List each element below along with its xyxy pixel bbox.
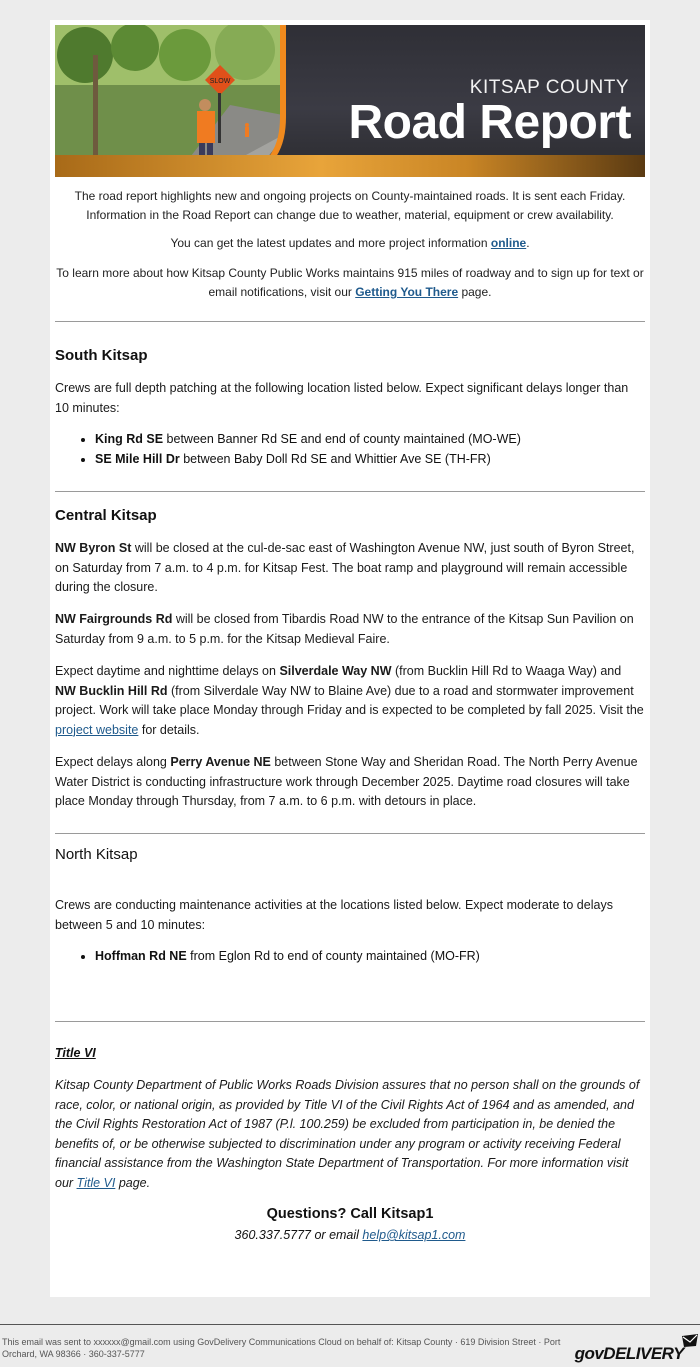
banner-title: Road Report xyxy=(348,96,631,149)
list-item xyxy=(95,450,685,470)
central-paragraph-3 xyxy=(55,662,645,740)
road-name: Perry Avenue NE xyxy=(170,755,271,769)
central-paragraph-2 xyxy=(55,610,645,649)
list-item xyxy=(95,947,685,967)
slow-sign-text: SLOW xyxy=(209,78,231,85)
road-name: NW Fairgrounds Rd xyxy=(55,612,173,626)
road-detail: between Banner Rd SE and end of county maintained (MO-WE) xyxy=(163,432,521,446)
banner-county: KITSAP COUNTY xyxy=(469,77,629,98)
text: Expect daytime and nighttime delays on xyxy=(55,664,280,678)
text: (from Silverdale Way NW to Blaine Ave) due to a road and stormwater improvement project. Work will take place Monday through Friday and is expected to be completed by fall 2025. Visit the xyxy=(55,683,644,718)
text: Expect delays along xyxy=(55,755,171,769)
south-kitsap-heading: South Kitsap xyxy=(55,347,148,364)
north-list xyxy=(55,947,685,967)
road-detail: will be closed from Tibardis Road NW to the entrance of the Kitsap Sun Pavilion on Saturday from 9 a.m. to 5 p.m. for the Kitsap Medieval Faire. xyxy=(55,612,634,646)
road-detail: will be closed at the cul-de-sac east of Washington Avenue NW, just south of Byron Street, on Saturday from 7 a.m. to 4 p.m. for Kitsap Fest. The boat ramp and playground will remain accessible during the closure. xyxy=(55,541,635,595)
south-text: Crews are full depth patching at the following location listed below. Expect significant delays longer than 10 minutes: xyxy=(55,381,629,415)
intro-text: You can get the latest updates and more project information xyxy=(170,236,491,250)
north-kitsap-heading: North Kitsap xyxy=(55,846,138,863)
road-detail: from Eglon Rd to end of county maintained (MO-FR) xyxy=(186,949,480,963)
intro-line: Information in the Road Report can change due to weather, material, equipment or crew availability. xyxy=(86,208,614,222)
text: between Stone Way and Sheridan Road. The North Perry Avenue Water District is conducting infrastructure work through December 2025. Daytime road closures will take place Monday through Thursday, from 7 a.m. to 6 p.m. with detours in place. xyxy=(55,755,638,809)
north-text: Crews are conducting maintenance activities at the locations listed below. Expect moderate to delays between 5 and 10 minutes: xyxy=(55,898,613,932)
intro-line: The road report highlights new and ongoing projects on County-maintained roads. It is sent each Friday. xyxy=(74,189,626,203)
title-vi-text xyxy=(55,1076,645,1194)
questions-contact xyxy=(55,1228,645,1242)
footer-divider xyxy=(0,1324,700,1325)
intro-paragraph-2 xyxy=(55,234,645,253)
getting-you-there-link[interactable]: Getting You There xyxy=(355,285,459,299)
list-item xyxy=(95,430,685,450)
central-kitsap-heading: Central Kitsap xyxy=(55,507,157,524)
govdelivery-logo[interactable]: govDELIVERY xyxy=(574,1344,684,1363)
road-name: NW Bucklin Hill Rd xyxy=(55,683,168,698)
divider xyxy=(55,491,645,492)
intro-paragraph-1 xyxy=(55,187,645,225)
road-name: Silverdale Way NW xyxy=(279,664,392,678)
central-paragraph-4 xyxy=(55,753,645,812)
intro-text: . xyxy=(526,236,530,250)
help-email-link[interactable]: help@kitsap1.com xyxy=(362,1228,466,1242)
road-name: Hoffman Rd NE xyxy=(95,949,187,963)
banner-stripe xyxy=(55,155,645,177)
title-vi-heading: Title VI xyxy=(55,1046,96,1060)
project-website-link[interactable]: project website xyxy=(55,722,139,737)
intro-line: To learn more about how Kitsap County Public Works maintains 915 miles of roadway and to sign up for text or xyxy=(56,266,644,280)
online-link[interactable]: online xyxy=(490,236,527,250)
divider xyxy=(55,833,645,834)
envelope-icon xyxy=(682,1334,698,1348)
text: page. xyxy=(115,1175,151,1190)
road-name: King Rd SE xyxy=(95,432,164,446)
phone-text: 360.337.5777 or email xyxy=(234,1228,363,1242)
questions-heading: Questions? Call Kitsap1 xyxy=(266,1206,434,1222)
intro-text: page. xyxy=(458,285,492,299)
intro-line xyxy=(55,283,645,302)
divider xyxy=(55,1021,645,1022)
divider xyxy=(55,321,645,322)
header-banner xyxy=(55,25,645,177)
text: Kitsap County Department of Public Works Roads Division assures that no person shall on the grounds of race, color, or national origin, as provided by Title VI of the Civil Rights Act of 1964 and as amended, and the Civil Rights Restoration Act of 1987 (P.l. 100.259) be excluded from participation in, be denied the benefits of, or be otherwise subjected to discrimination under any program or activity receiving Federal financial assistance from the Washington State Department of Transportation. For more information visit our xyxy=(55,1078,640,1190)
road-detail: between Baby Doll Rd SE and Whittier Ave SE (TH-FR) xyxy=(179,451,491,466)
intro-text: email notifications, visit our xyxy=(208,285,356,299)
email-card xyxy=(50,20,650,1297)
south-list xyxy=(55,430,685,469)
footer-text: This email was sent to xxxxxx@gmail.com using GovDelivery Communications Cloud on behalf of: Kitsap County · 619 Division Street · Port Orchard, WA 98366 · 360-337-5777 xyxy=(2,1337,561,1359)
road-name: SE Mile Hill Dr xyxy=(95,451,180,466)
intro-paragraph-3 xyxy=(55,264,645,302)
title-vi-link[interactable]: Title VI xyxy=(76,1175,116,1190)
central-paragraph-1 xyxy=(55,539,645,598)
text: (from Bucklin Hill Rd to Waaga Way) and xyxy=(391,664,622,678)
road-name: NW Byron St xyxy=(55,541,132,555)
text: for details. xyxy=(138,722,200,737)
